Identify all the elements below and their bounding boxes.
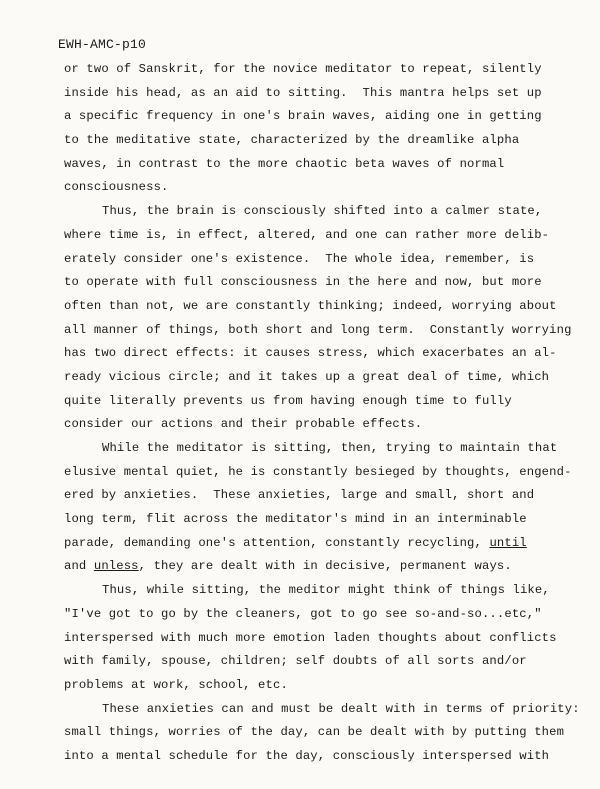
line-text: has two direct effects: it causes stress, which exacerbates an al-	[64, 346, 557, 361]
text-line	[64, 82, 584, 106]
text-line	[64, 319, 584, 343]
text-line	[64, 603, 584, 627]
line-text: consciousness.	[64, 180, 169, 195]
line-text: into a mental schedule for the day, consciously interspersed with	[64, 748, 550, 763]
line-text: to the meditative state, characterized by the dreamlike alpha	[64, 133, 520, 148]
text-line	[64, 390, 584, 414]
line-text: ered by anxieties. These anxieties, large and small, short and	[64, 488, 535, 503]
text-line	[64, 200, 584, 224]
line-text: parade, demanding one's attention, constantly recycling,	[64, 535, 490, 550]
line-text: long term, flit across the meditator's mind in an interminable	[64, 512, 527, 527]
line-text: While the meditator is sitting, then, trying to maintain that	[102, 441, 558, 455]
line-text: These anxieties can and must be dealt with in terms of priority:	[102, 701, 580, 716]
line-text: waves, in contrast to the more chaotic beta waves of normal	[64, 156, 505, 171]
text-line	[64, 248, 584, 272]
underlined-word: unless	[93, 559, 139, 574]
line-text: elusive mental quiet, he is constantly besieged by thoughts, engend-	[64, 464, 572, 479]
line-text: problems at work, school, etc.	[64, 677, 288, 692]
line-text: quite literally prevents us from having enough time to fully	[64, 393, 512, 408]
line-text: inside his head, as an aid to sitting. This mantra helps set up	[64, 85, 542, 100]
line-text: Thus, while sitting, the meditor might think of things like,	[102, 583, 550, 598]
text-line	[64, 745, 584, 769]
text-line	[64, 674, 584, 698]
line-text: with family, spouse, children; self doubts of all sorts and/or	[64, 654, 527, 669]
text-line	[64, 271, 584, 295]
text-line	[64, 650, 584, 674]
line-text: to operate with full consciousness in the here and now, but more	[64, 275, 542, 290]
line-text: erately consider one's existence. The whole idea, remember, is	[64, 251, 535, 266]
text-line	[64, 532, 584, 556]
body-text	[64, 58, 584, 769]
text-line	[64, 437, 584, 461]
line-text: a specific frequency in one's brain waves, aiding one in getting	[64, 109, 542, 124]
page-header: EWH-AMC-p10	[58, 37, 147, 52]
text-line	[64, 153, 584, 177]
text-line	[64, 224, 584, 248]
line-text: Thus, the brain is consciously shifted into a calmer state,	[102, 204, 543, 219]
text-line	[64, 342, 584, 366]
text-line	[64, 508, 584, 532]
line-text: small things, worries of the day, can be dealt with by putting them	[64, 725, 565, 740]
text-line	[64, 58, 584, 82]
text-line	[64, 698, 584, 722]
line-text: where time is, in effect, altered, and one can rather more delib-	[64, 227, 550, 242]
text-line	[64, 413, 584, 437]
text-line	[64, 721, 584, 745]
line-text: all manner of things, both short and long term. Constantly worrying	[64, 322, 572, 337]
line-text: interspersed with much more emotion laden thoughts about conflicts	[64, 630, 557, 645]
line-text: "I've got to go by the cleaners, got to go see so-and-so...etc,"	[64, 606, 542, 621]
text-line	[64, 105, 584, 129]
text-line	[64, 366, 584, 390]
text-line	[64, 129, 584, 153]
text-line	[64, 627, 584, 651]
line-text: or two of Sanskrit, for the novice meditator to repeat, silently	[64, 62, 542, 76]
text-line	[64, 555, 584, 579]
line-text: consider our actions and their probable effects.	[64, 417, 423, 432]
text-line	[64, 176, 584, 200]
line-text: often than not, we are constantly thinking; indeed, worrying about	[64, 298, 557, 313]
text-line	[64, 295, 584, 319]
line-text: ready vicious circle; and it takes up a great deal of time, which	[64, 369, 550, 384]
text-line	[64, 484, 584, 508]
line-text-rest: , they are dealt with in decisive, permanent ways.	[138, 559, 512, 574]
underlined-word: until	[489, 535, 527, 550]
line-text: and	[64, 559, 94, 574]
text-line	[64, 461, 584, 485]
text-line	[64, 579, 584, 603]
